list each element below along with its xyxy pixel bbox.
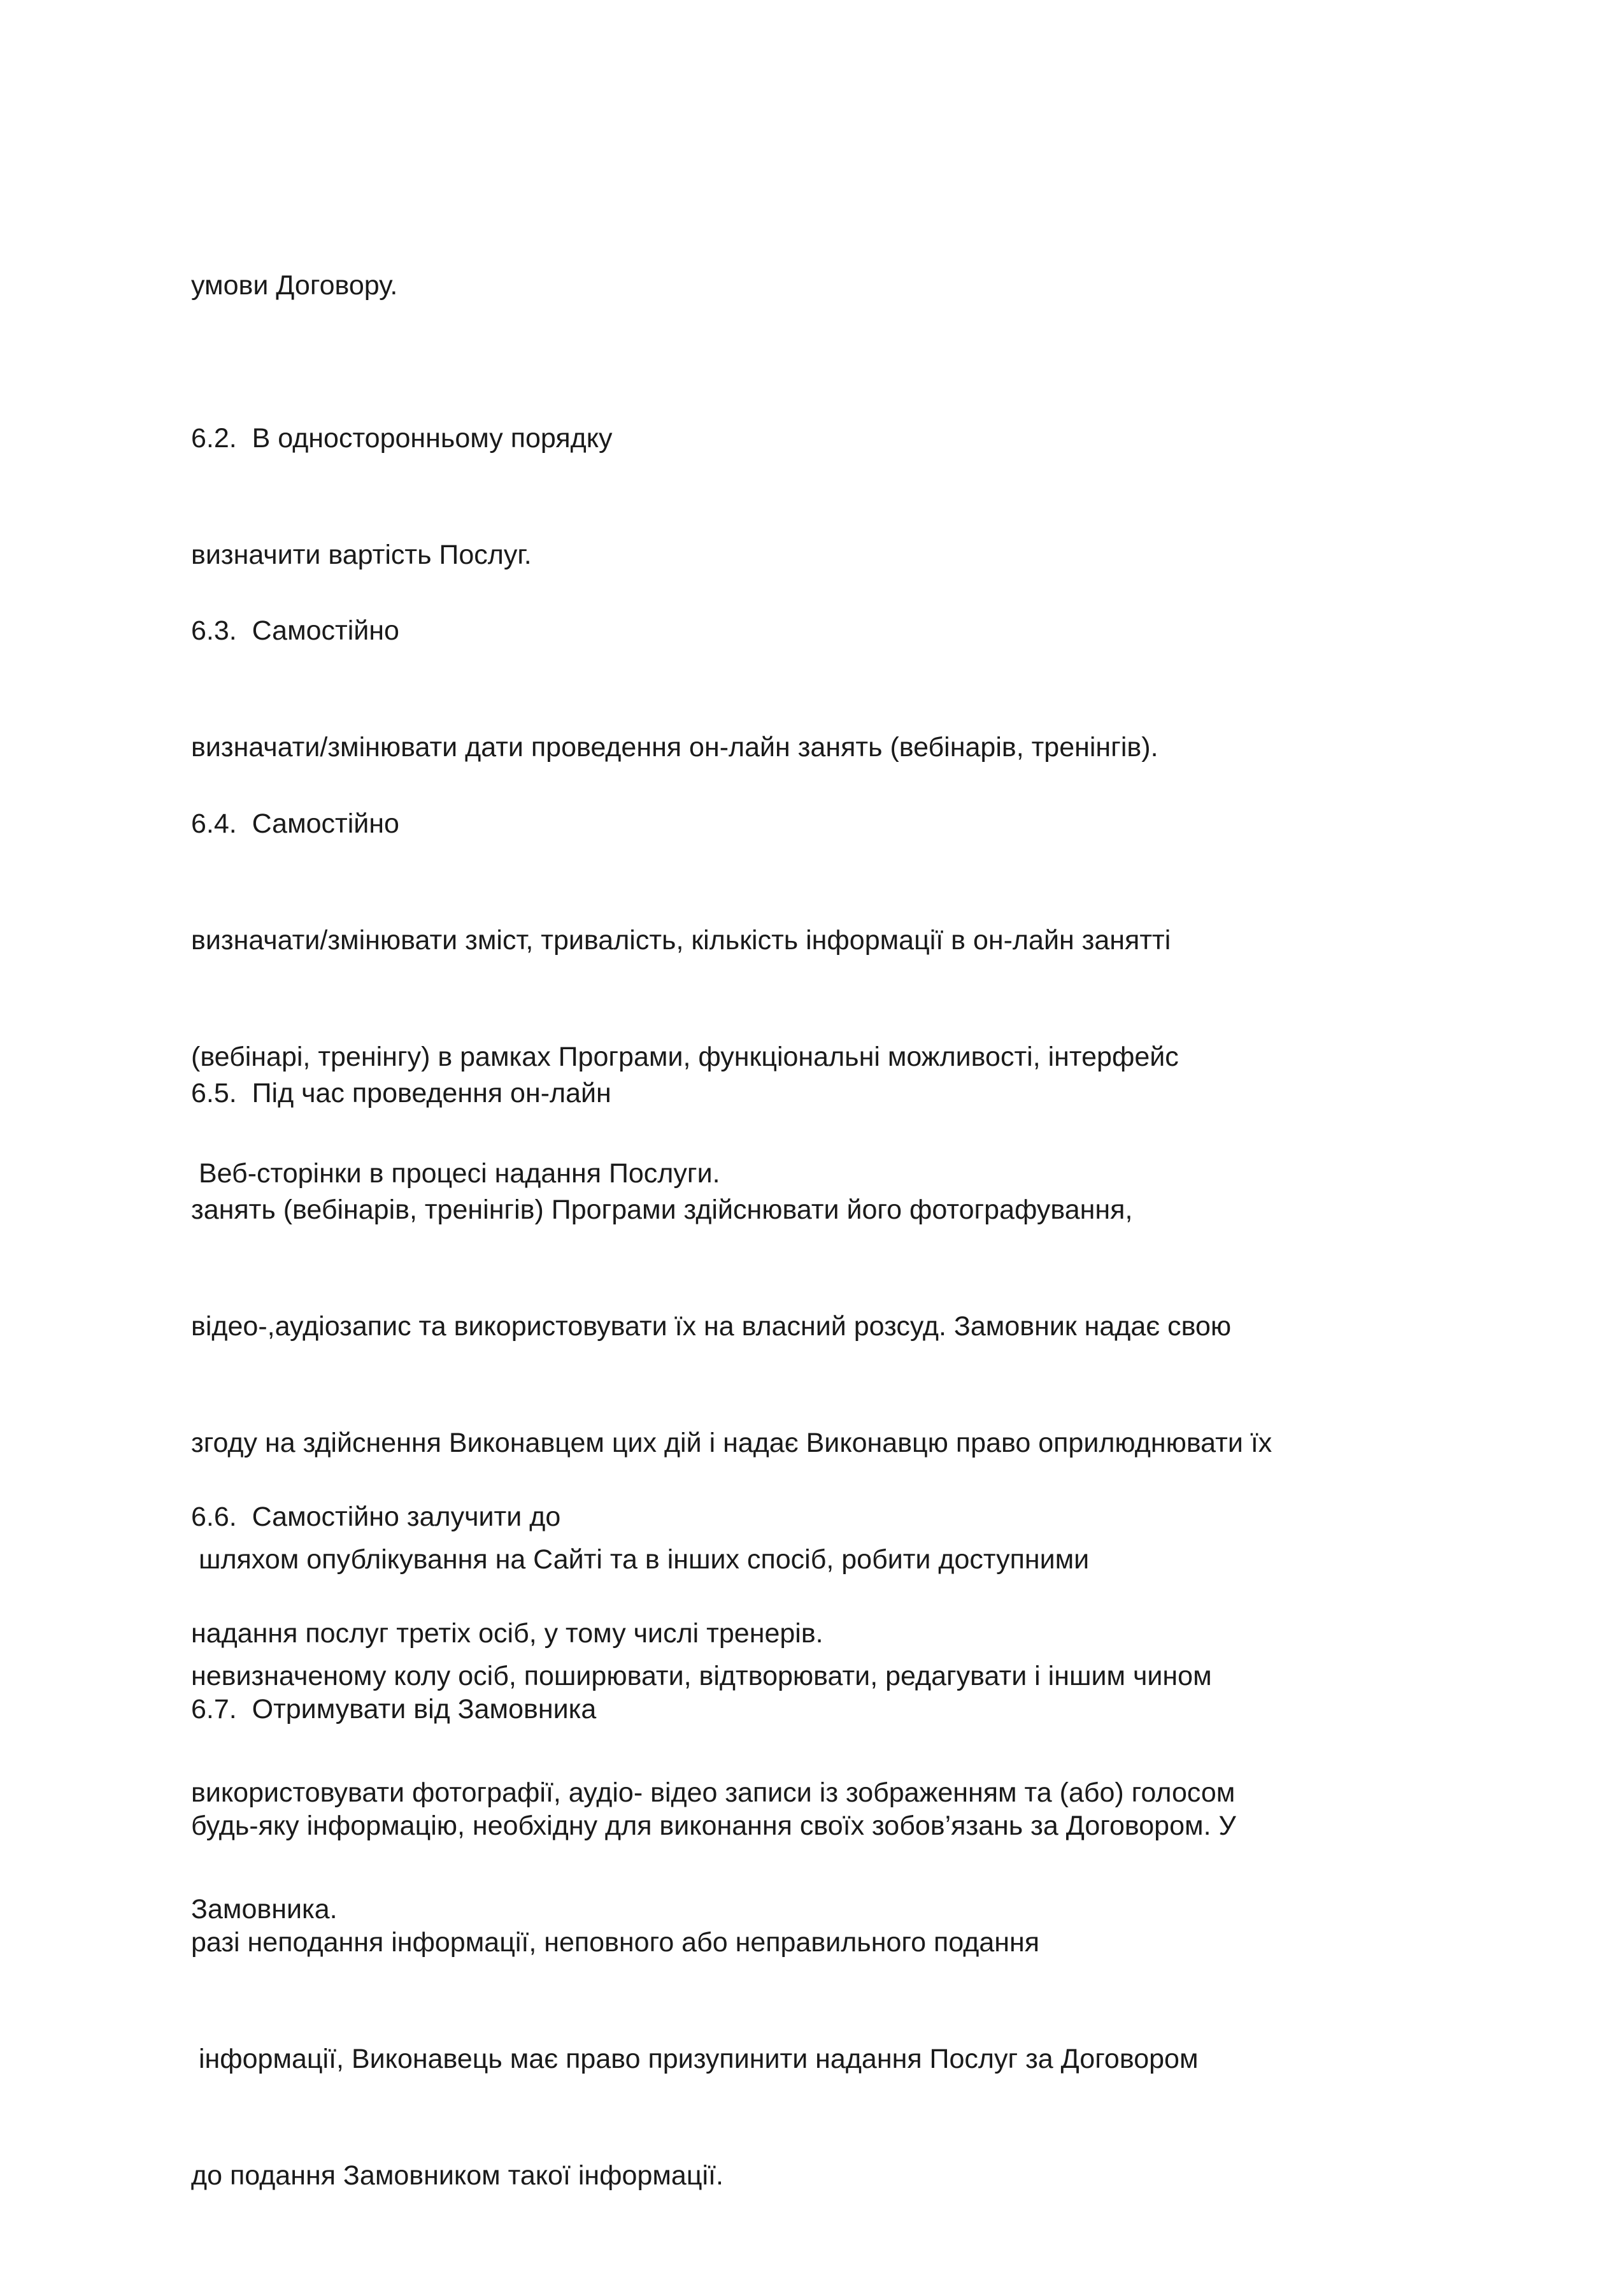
- clause-6-7: [191, 1612, 1433, 2273]
- text-line: умови Договору.: [191, 270, 398, 301]
- text-line: Замовника.: [191, 1894, 338, 1925]
- text-line: (вебінарі, тренінгу) в рамках Програми, функціональні можливості, інтерфейс: [191, 1042, 1179, 1072]
- clause-heading: 6.4. Самостійно: [191, 808, 399, 839]
- text-line: разі неподання інформації, неповного або неправильного подання: [191, 1927, 1040, 1958]
- text-line: надання послуг третіх осіб, у тому числі тренерів.: [191, 1618, 823, 1649]
- text-line: до подання Замовником такої інформації.: [191, 2160, 723, 2191]
- text-line: використовувати фотографії, аудіо- відео записи із зображенням та (або) голосом: [191, 1777, 1236, 1808]
- text-line: відео-,аудіозапис та використовувати їх на власний розсуд. Замовник надає свою: [191, 1311, 1232, 1342]
- text-line: будь-яку інформацію, необхідну для виконання своїх зобов’язань за Договором. У: [191, 1811, 1236, 1841]
- text-line: визначити вартість Послуг.: [191, 540, 532, 570]
- text-line: згоду на здійснення Виконавцем цих дій і надає Виконавцю право оприлюднювати їх: [191, 1428, 1272, 1458]
- text-line: занять (вебінарів, тренінгів) Програми здійснювати його фотографування,: [191, 1194, 1133, 1225]
- text-line: невизначеному колу осіб, поширювати, відтворювати, редагувати і іншим чином: [191, 1661, 1212, 1691]
- clause-heading: 6.5. Під час проведення он-лайн: [191, 1078, 611, 1108]
- text-line: інформації, Виконавець має право призупинити надання Послуг за Договором: [191, 2044, 1199, 2074]
- text-line: визначати/змінювати дати проведення он-лайн занять (вебінарів, тренінгів).: [191, 732, 1158, 763]
- text-line: Веб-сторінки в процесі надання Послуги.: [191, 1158, 720, 1189]
- text-line: визначати/змінювати зміст, тривалість, кількість інформації в он-лайн занятті: [191, 925, 1171, 956]
- clause-heading: 6.3. Самостійно: [191, 615, 399, 646]
- text-line: шляхом опублікування на Сайті та в інших спосіб, робити доступними: [191, 1544, 1090, 1575]
- clause-heading: 6.2. В односторонньому порядку: [191, 423, 613, 454]
- clause-heading: 6.6. Самостійно залучити до: [191, 1502, 561, 1532]
- clause-heading: 6.7. Отримувати від Замовника: [191, 1694, 597, 1724]
